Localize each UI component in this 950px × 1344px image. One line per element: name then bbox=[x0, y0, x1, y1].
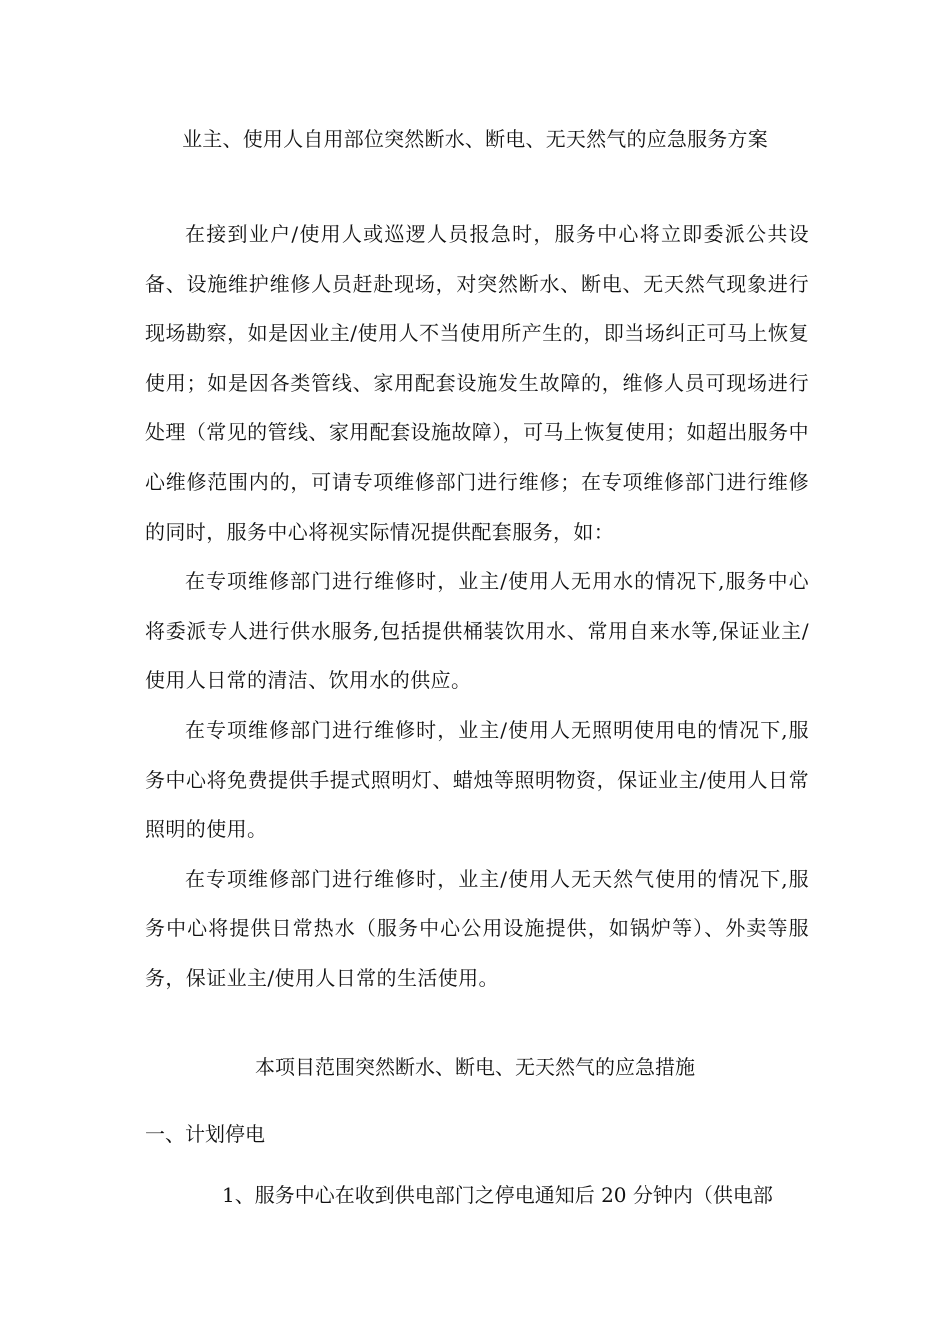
paragraph-lighting-supply: 在专项维修部门进行维修时，业主/使用人无照明使用电的情况下,服务中心将免费提供手提式照明灯、蜡烛等照明物资，保证业主/使用人日常照明的使用。 bbox=[145, 717, 809, 842]
document-body bbox=[145, 210, 809, 1004]
list-item: 1、服务中心在收到供电部门之停电通知后 20 分钟内（供电部 bbox=[222, 1183, 773, 1207]
paragraph-emergency-response: 在接到业户/使用人或巡逻人员报急时，服务中心将立即委派公共设备、设施维护维修人员赶赴现场，对突然断水、断电、无天然气现象进行现场勘察，如是因业主/使用人不当使用所产生的，即当场纠正可马上恢复使用；如是因各类管线、家用配套设施发生故障的，维修人员可现场进行处理（常见的管线、家用配套设施故障），可马上恢复使用；如超出服务中心维修范围内的，可请专项维修部门进行维修；在专项维修部门进行维修的同时，服务中心将视实际情况提供配套服务，如： bbox=[145, 222, 809, 544]
section-subtitle: 本项目范围突然断水、断电、无天然气的应急措施 bbox=[255, 1055, 695, 1079]
paragraph-water-supply: 在专项维修部门进行维修时，业主/使用人无用水的情况下,服务中心将委派专人进行供水服务,包括提供桶装饮用水、常用自来水等,保证业主/使用人日常的清洁、饮用水的供应。 bbox=[145, 569, 809, 693]
paragraph-gas-supply: 在专项维修部门进行维修时，业主/使用人无天然气使用的情况下,服务中心将提供日常热水（服务中心公用设施提供，如锅炉等）、外卖等服务，保证业主/使用人日常的生活使用。 bbox=[145, 866, 809, 990]
section-heading-planned-outage: 一、计划停电 bbox=[145, 1122, 265, 1146]
document-title: 业主、使用人自用部位突然断水、断电、无天然气的应急服务方案 bbox=[182, 127, 768, 151]
